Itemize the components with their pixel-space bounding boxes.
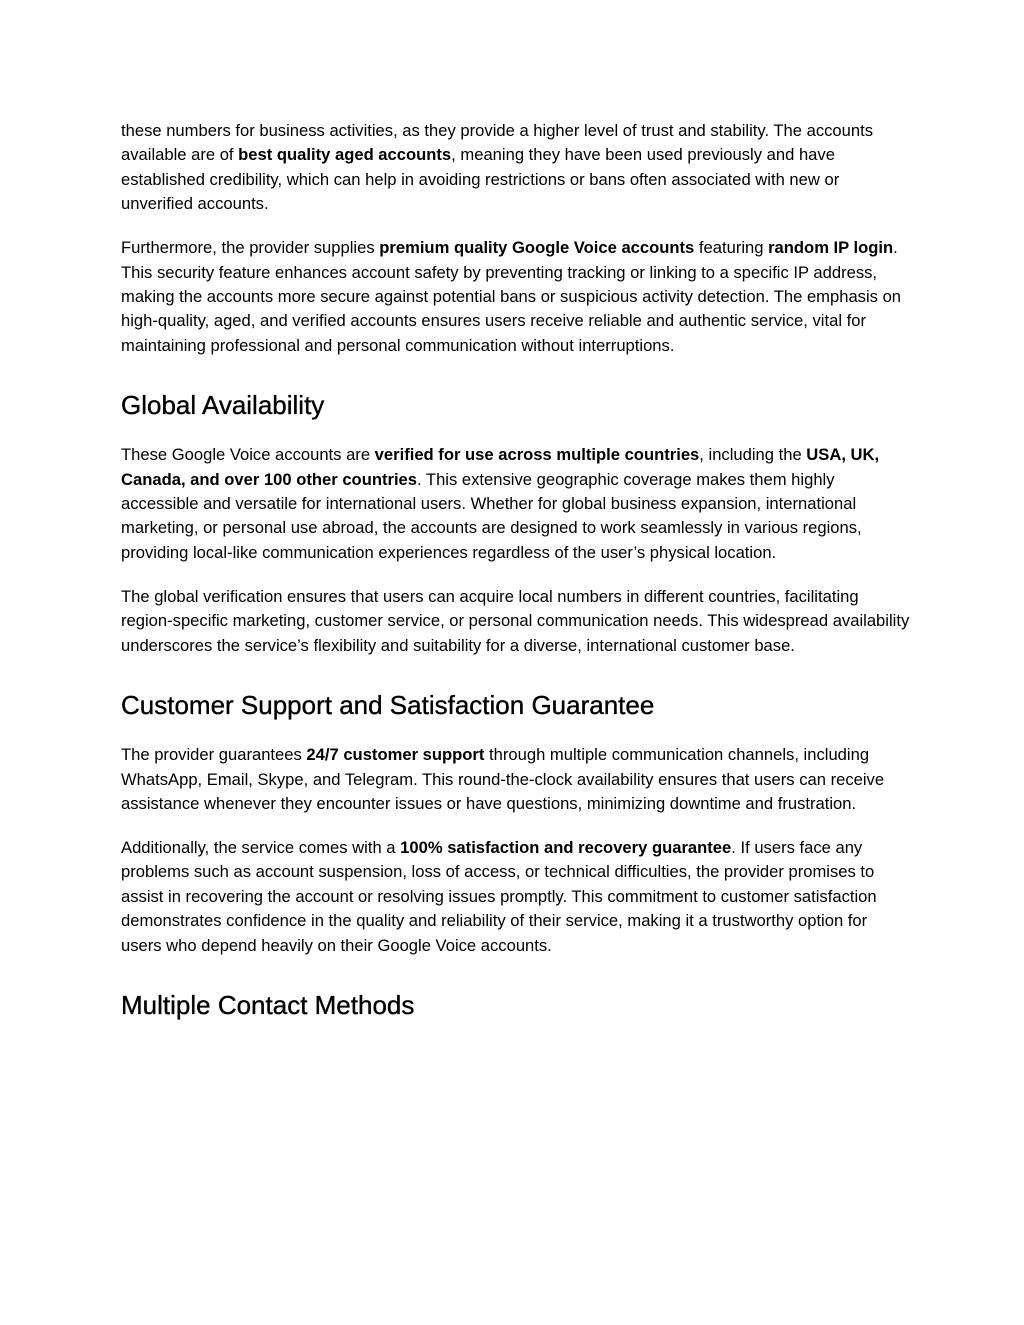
heading-customer-support: Customer Support and Satisfaction Guarantee	[121, 690, 655, 721]
bold-run: premium quality Google Voice accounts	[379, 238, 695, 258]
bold-run: verified for use across multiple countries	[374, 445, 700, 465]
bold-run: random IP login	[768, 238, 894, 258]
text-run: . This security feature enhances account safety by preventing tracking or linking to a specific IP address, making the accounts more secure against potential bans or suspicious activity detection. The emphasis on high-quality, aged, and verified accounts ensures users receive reliable and authentic service, vital for maintaining professional and personal communication without interruptions.	[121, 238, 902, 355]
paragraph-random-ip-login	[121, 236, 911, 358]
text-run: The global verification ensures that users can acquire local numbers in different countries, facilitating region-specific marketing, customer service, or personal communication needs. This widespread availability underscores the service’s flexibility and suitability for a diverse, international customer base.	[121, 586, 910, 655]
text-run: . This extensive geographic coverage makes them highly accessible and versatile for international users. Whether for global business expansion, international marketing, or personal use abroad, the accounts are designed to work seamlessly in various regions, providing local-like communication experiences regardless of the user’s physical location.	[121, 469, 862, 562]
text-run: through multiple communication channels, including WhatsApp, Email, Skype, and Telegram. This round-the-clock availability ensures that users can receive assistance whenever they encounter issues or have questions, minimizing downtime and frustration.	[121, 745, 885, 813]
text-run: , including the	[699, 445, 807, 465]
text-run: These Google Voice accounts are	[121, 445, 375, 465]
bold-run: 24/7 customer support	[306, 745, 485, 765]
bold-run: 100% satisfaction and recovery guarantee	[400, 837, 732, 857]
paragraph-aged-accounts	[121, 119, 911, 217]
bold-run: USA, UK, Canada, and over 100 other countries	[121, 445, 880, 489]
text-run: these numbers for business activities, as they provide a higher level of trust and stability. The accounts available are of	[121, 121, 874, 165]
text-run: , meaning they have been used previously and have established credibility, which can help in avoiding restrictions or bans often associated with new or unverified accounts.	[121, 145, 840, 214]
text-run: featuring	[694, 238, 769, 258]
text-run: Furthermore, the provider supplies	[121, 238, 380, 258]
paragraph-global-verification	[121, 585, 911, 658]
text-run: . If users face any problems such as account suspension, loss of access, or technical difficulties, the provider promises to assist in recovering the account or resolving issues promptly. This commitment to customer satisfaction demonstrates confidence in the quality and reliability of their service, making it a trustworthy option for users who depend heavily on their Google Voice accounts.	[121, 837, 877, 955]
heading-global-availability: Global Availability	[121, 390, 325, 421]
heading-multiple-contact-methods: Multiple Contact Methods	[121, 989, 415, 1020]
paragraph-verified-countries	[121, 443, 911, 565]
text-run: The provider guarantees	[121, 745, 307, 765]
bold-run: best quality aged accounts	[238, 145, 452, 165]
document-page	[121, 119, 911, 1043]
paragraph-24-7-support	[121, 743, 911, 816]
text-run: Additionally, the service comes with a	[121, 837, 401, 857]
paragraph-satisfaction-guarantee	[121, 836, 911, 958]
